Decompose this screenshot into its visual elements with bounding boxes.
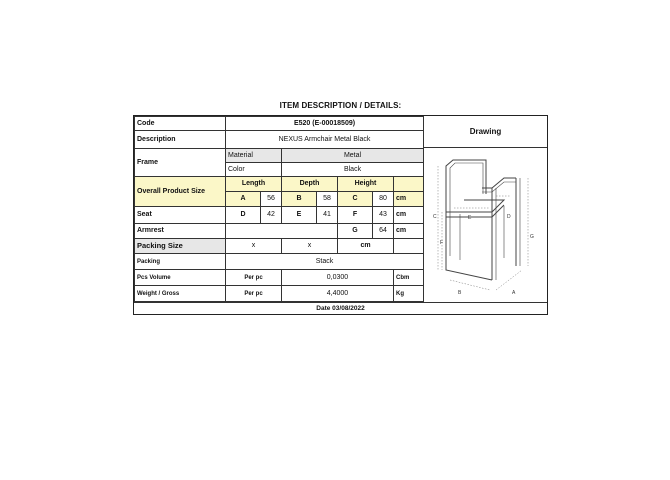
value-e: 41 <box>317 207 338 224</box>
weight-per: Per pc <box>226 286 282 302</box>
length-label: Length <box>226 177 282 192</box>
letter-f: F <box>338 207 373 224</box>
letter-d: D <box>226 207 261 224</box>
drawing-label-e: E <box>468 215 472 221</box>
spec-sheet <box>133 115 548 315</box>
weight-row <box>135 286 424 302</box>
drawing-label-f: F <box>440 240 444 246</box>
spec-table <box>134 116 424 302</box>
packing-size-blank <box>394 239 424 254</box>
drawing-label-b: B <box>458 290 462 296</box>
value-f: 43 <box>373 207 394 224</box>
packing-value: Stack <box>226 254 424 270</box>
overall-size-label: Overall Product Size <box>135 177 226 207</box>
frame-label: Frame <box>135 149 226 177</box>
height-label: Height <box>338 177 394 192</box>
letter-g: G <box>338 224 373 239</box>
chair-drawing <box>424 148 546 300</box>
pcs-volume-unit: Cbm <box>394 270 424 286</box>
packing-size-row <box>135 239 424 254</box>
letter-c: C <box>338 192 373 207</box>
weight-label: Weight / Gross <box>135 286 226 302</box>
description-label: Description <box>135 131 226 149</box>
packing-row <box>135 254 424 270</box>
drawing-label-a: A <box>512 290 516 296</box>
date-footer: Date 03/08/2022 <box>134 302 547 314</box>
description-value: NEXUS Armchair Metal Black <box>226 131 424 149</box>
pcs-volume-per: Per pc <box>226 270 282 286</box>
seat-label: Seat <box>135 207 226 224</box>
color-value: Black <box>282 163 424 177</box>
code-label: Code <box>135 117 226 131</box>
pcs-volume-row <box>135 270 424 286</box>
armrest-label: Armrest <box>135 224 226 239</box>
packing-size-label: Packing Size <box>135 239 226 254</box>
drawing-label-g: G <box>530 234 534 240</box>
value-d: 42 <box>261 207 282 224</box>
value-g: 64 <box>373 224 394 239</box>
drawing-label-d: D <box>507 214 511 220</box>
drawing-label-c: C <box>433 214 437 220</box>
description-row <box>135 131 424 149</box>
letter-a: A <box>226 192 261 207</box>
drawing-panel <box>423 116 547 302</box>
material-label: Material <box>226 149 282 163</box>
seat-unit: cm <box>394 207 424 224</box>
material-value: Metal <box>282 149 424 163</box>
letter-e: E <box>282 207 317 224</box>
document-title: ITEM DESCRIPTION / DETAILS: <box>279 101 402 110</box>
value-b: 58 <box>317 192 338 207</box>
overall-header-blank <box>394 177 424 192</box>
drawing-header: Drawing <box>424 116 547 148</box>
letter-b: B <box>282 192 317 207</box>
packing-size-x1: x <box>226 239 282 254</box>
pcs-volume-value: 0,0300 <box>282 270 394 286</box>
frame-row-material <box>135 149 424 163</box>
overall-header-row <box>135 177 424 192</box>
armrest-unit: cm <box>394 224 424 239</box>
depth-label: Depth <box>282 177 338 192</box>
seat-row <box>135 207 424 224</box>
color-label: Color <box>226 163 282 177</box>
value-a: 56 <box>261 192 282 207</box>
pcs-volume-label: Pcs Volume <box>135 270 226 286</box>
armrest-row <box>135 224 424 239</box>
packing-size-unit: cm <box>338 239 394 254</box>
weight-value: 4,4000 <box>282 286 394 302</box>
overall-unit: cm <box>394 192 424 207</box>
armrest-blank <box>226 224 338 239</box>
value-c: 80 <box>373 192 394 207</box>
weight-unit: Kg <box>394 286 424 302</box>
packing-size-x2: x <box>282 239 338 254</box>
packing-label: Packing <box>135 254 226 270</box>
code-value: E520 (E-00018509) <box>226 117 424 131</box>
code-row <box>135 117 424 131</box>
